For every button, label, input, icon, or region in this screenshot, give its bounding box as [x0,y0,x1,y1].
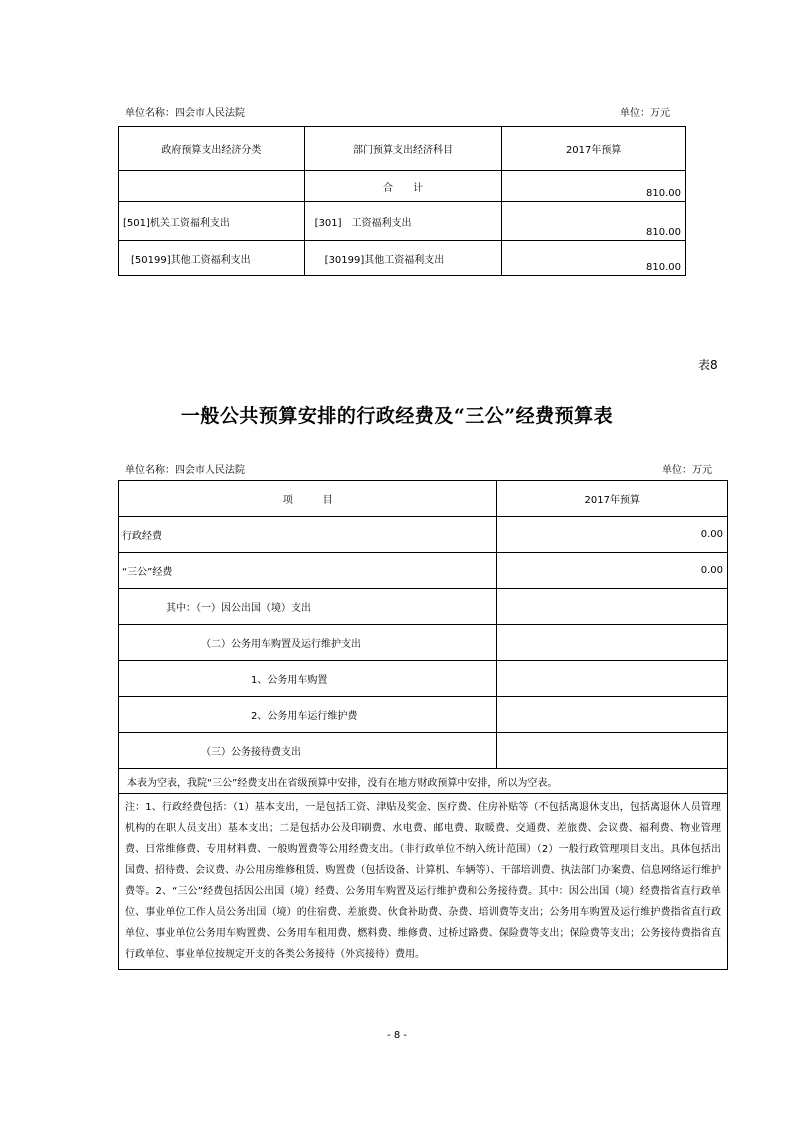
table-row [119,661,728,697]
cell-value [497,661,728,697]
header-dept-subject: 部门预算支出经济科目 [304,127,502,171]
cell-gov-class: [50199]其他工资福利支出 [119,241,305,276]
admin-expense-table [118,480,728,970]
table2-unit: 单位：万元 [662,465,712,476]
cell-budget-value: 810.00 [502,202,686,241]
table-row [119,589,728,625]
cell-budget-value: 810.00 [502,171,686,202]
header-item: 项 目 [119,481,497,517]
table-row [119,697,728,733]
cell-item: （二）公务用车购置及运行维护支出 [119,625,497,661]
cell-item: （三）公务接待费支出 [119,733,497,769]
header-budget-2017: 2017年预算 [497,481,728,517]
cell-item: 2、公务用车运行维护费 [119,697,497,733]
cell-dept-subject: [30199]其他工资福利支出 [304,241,502,276]
note-row [119,794,728,970]
cell-item: “三公”经费 [119,553,497,589]
budget-table-1 [118,126,686,276]
table-row [119,171,686,202]
cell-dept-subject: [301] 工资福利支出 [304,202,502,241]
cell-dept-subject: 合 计 [304,171,502,202]
page-title: 一般公共预算安排的行政经费及“三公”经费预算表 [180,405,614,427]
table-header-row [119,127,686,171]
cell-item: 行政经费 [119,517,497,553]
cell-value [497,697,728,733]
table1-unit: 单位：万元 [620,108,670,119]
cell-budget-value: 810.00 [502,241,686,276]
cell-item: 1、公务用车购置 [119,661,497,697]
cell-gov-class [119,171,305,202]
cell-value: 0.00 [497,553,728,589]
table-label: 表8 [698,358,718,372]
table-header-row [119,481,728,517]
table-row [119,553,728,589]
cell-value [497,625,728,661]
footnote: 注：1、行政经费包括：（1）基本支出，一是包括工资、津贴及奖金、医疗费、住房补贴等（不包括离退休支出，包括离退休人员管理机构的在职人员支出）基本支出；二是包括办公及印刷费、水电费、邮电费、取暖费、交通费、差旅费、会议费、福利费、物业管理费、日常维修费、专用材料费、一般购置费等公用经费支出。（非行政单位不纳入统计范围）（2）一般行政管理项目支出。具体包括出国费、招待费、会议费、办公用房维修租赁、购置费（包括设备、计算机、车辆等）、干部培训费、执法部门办案费、信息网络运行维护费等。2、“三公”经费包括因公出国（境）经费、公务用车购置及运行维护费和公务接待费。其中：因公出国（境）经费指省直行政单位、事业单位工作人员公务出国（境）的住宿费、差旅费、伙食补助费、杂费、培训费等支出；公务用车购置及运行维护费指省直行政单位、事业单位公务用车购置费、公务用车租用费、燃料费、维修费、过桥过路费、保险费等支出；保险费等支出；公务接待费指省直行政单位、事业单位按规定开支的各类公务接待（外宾接待）费用。 [119,794,728,970]
cell-value [497,733,728,769]
header-gov-class: 政府预算支出经济分类 [119,127,305,171]
cell-value: 0.00 [497,517,728,553]
blank-note-row [119,769,728,794]
table-row [119,241,686,276]
table-row [119,733,728,769]
header-budget-2017: 2017年预算 [502,127,686,171]
table-row [119,202,686,241]
table2-unit-name: 单位名称：四会市人民法院 [125,465,245,476]
blank-table-note: 本表为空表，我院“三公”经费支出在省级预算中安排，没有在地方财政预算中安排，所以为空表。 [119,769,728,794]
cell-gov-class: [501]机关工资福利支出 [119,202,305,241]
cell-value [497,589,728,625]
table1-unit-name: 单位名称：四会市人民法院 [125,108,245,119]
table-row [119,517,728,553]
table-row [119,625,728,661]
cell-item: 其中：（一）因公出国（境）支出 [119,589,497,625]
page-number: - 8 - [387,1030,407,1041]
